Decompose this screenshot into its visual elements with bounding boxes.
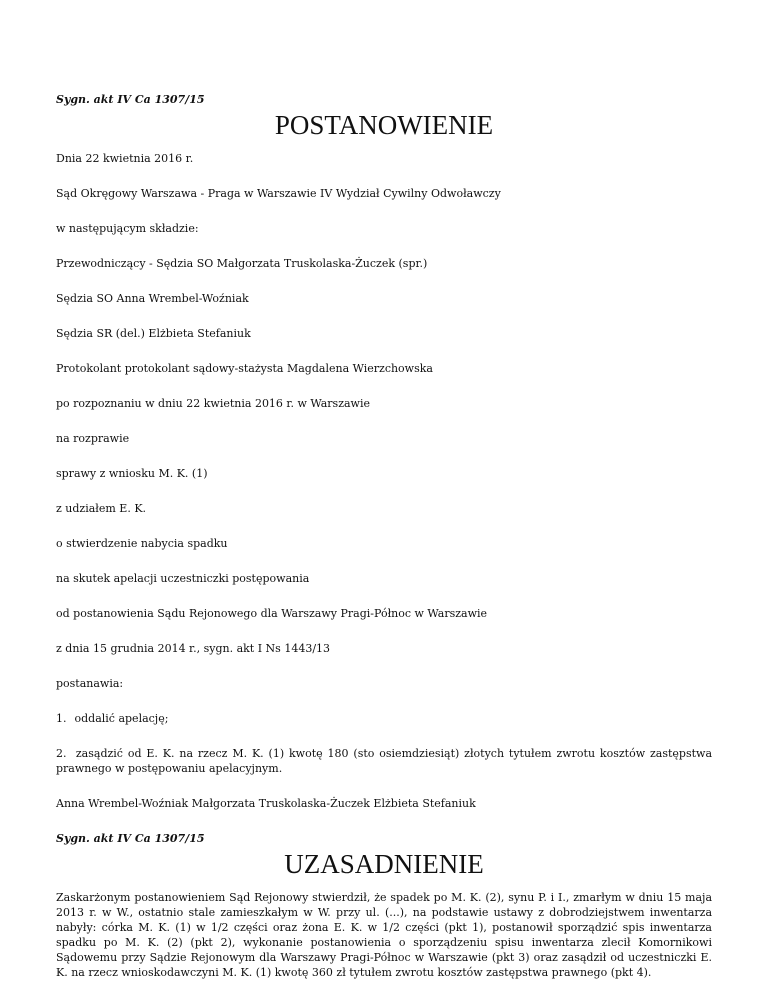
ruling-title: POSTANOWIENIE [274, 110, 494, 140]
justification-signature: Sygn. akt IV Ca 1307/15 [56, 832, 205, 845]
presiding-judge: Przewodniczący - Sędzia SO Małgorzata Truskolaska-Żuczek (spr.) [56, 257, 428, 270]
panel-intro: w następującym składzie: [56, 222, 199, 235]
item-number: 2. [56, 747, 67, 760]
judge-1: Sędzia SO Anna Wrembel-Woźniak [56, 292, 249, 305]
item-text: oddalić apelację; [74, 712, 169, 725]
court-name: Sąd Okręgowy Warszawa - Praga w Warszawie IV Wydział Cywilny Odwoławczy [56, 187, 501, 200]
decides-label: postanawia: [56, 677, 124, 690]
justification-title: UZASADNIENIE [284, 849, 484, 879]
case-applicant: sprawy z wniosku M. K. (1) [56, 467, 208, 480]
lower-court-ruling: od postanowienia Sądu Rejonowego dla Warszawy Pragi-Północ w Warszawie [56, 607, 488, 620]
lower-court-date: z dnia 15 grudnia 2014 r., sygn. akt I Ns 1443/13 [56, 642, 331, 655]
clerk: Protokolant protokolant sądowy-stażysta Magdalena Wierzchowska [56, 362, 433, 375]
case-subject: o stwierdzenie nabycia spadku [56, 537, 228, 550]
judge-2: Sędzia SR (del.) Elżbieta Stefaniuk [56, 327, 251, 340]
ruling-item-2 [56, 746, 712, 776]
case-participant: z udziałem E. K. [56, 502, 147, 515]
item-text: zasądzić od E. K. na rzecz M. K. (1) kwotę 180 (sto osiemdziesiąt) złotych tytułem zwrotu kosztów zastępstwa prawnego w postępowaniu apelacyjnym. [56, 747, 713, 775]
judges-signatures: Anna Wrembel-Woźniak Małgorzata Truskolaska-Żuczek Elżbieta Stefaniuk [56, 797, 476, 810]
hearing-date: po rozpoznaniu w dniu 22 kwietnia 2016 r. w Warszawie [56, 397, 370, 410]
justification-paragraph: Zaskarżonym postanowieniem Sąd Rejonowy stwierdził, że spadek po M. K. (2), synu P. i I., zmarłym w dniu 15 maja 2013 r. w W., ostatnio stale zamieszkałym w W. przy ul. (...), na podstawie ustawy z dobrodziejstwem inwentarza nabyły: córka M. K. (1) w 1/2 części oraz żona E. K. w 1/2 części (pkt 1), postanowił sporządzić spis inwentarza spadku po M. K. (2) (pkt 2), wykonanie postanowienia o sporządzeniu spisu inwentarza zlecił Komornikowi Sądowemu przy Sądzie Rejonowym dla Warszawy Pragi-Północ w Warszawie (pkt 3) oraz zasądził od uczestniczki E. K. na rzecz wnioskodawczyni M. K. (1) kwotę 360 zł tytułem zwrotu kosztów zastępstwa prawnego (pkt 4). [56, 891, 712, 979]
case-signature: Sygn. akt IV Ca 1307/15 [56, 93, 205, 106]
appeal-info: na skutek apelacji uczestniczki postępowania [56, 572, 310, 585]
item-number: 1. [56, 712, 67, 725]
hearing-type: na rozprawie [56, 432, 130, 445]
ruling-date: Dnia 22 kwietnia 2016 r. [56, 152, 194, 165]
ruling-item-1 [56, 711, 168, 726]
